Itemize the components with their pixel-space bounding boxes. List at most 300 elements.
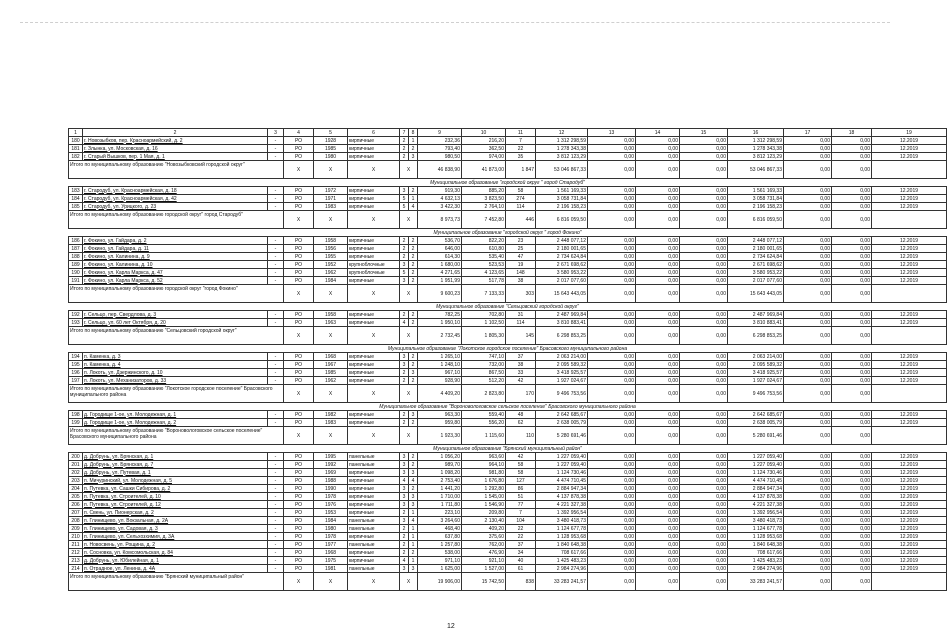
table-cell: 4 123,65 bbox=[462, 269, 506, 277]
total-cell: X bbox=[400, 285, 418, 303]
table-cell: 959,80 bbox=[418, 419, 462, 427]
table-cell: - bbox=[268, 557, 284, 565]
table-cell: 1 561 169,33 bbox=[728, 187, 784, 195]
table-cell: 1 124 677,78 bbox=[728, 525, 784, 533]
table-row bbox=[69, 203, 947, 211]
table-cell: 0,00 bbox=[832, 187, 872, 195]
table-cell: 0,00 bbox=[636, 203, 680, 211]
header-cell: 8 bbox=[409, 129, 418, 137]
total-cell: X bbox=[348, 211, 400, 229]
table-cell: 614,30 bbox=[418, 253, 462, 261]
table-cell: 0,00 bbox=[784, 411, 832, 419]
table-cell: 1968 bbox=[314, 353, 348, 361]
table-cell: 0,00 bbox=[832, 361, 872, 369]
table-cell: 223,10 bbox=[418, 509, 462, 517]
table-cell: 4 bbox=[400, 319, 409, 327]
table-cell: 38 bbox=[506, 361, 536, 369]
table-cell: 62 bbox=[506, 419, 536, 427]
table-cell: 1 227 059,40 bbox=[536, 453, 588, 461]
table-cell: 3 812 123,29 bbox=[536, 153, 588, 161]
table-cell: 0,00 bbox=[636, 525, 680, 533]
table-cell: 12.2019 bbox=[872, 419, 947, 427]
table-cell: 2 448 077,12 bbox=[536, 237, 588, 245]
table-cell: 12.2019 bbox=[872, 533, 947, 541]
table-cell: - bbox=[268, 311, 284, 319]
table-cell: РО bbox=[284, 311, 314, 319]
table-cell: 0,00 bbox=[832, 419, 872, 427]
table-cell: 0,00 bbox=[636, 261, 680, 269]
table-cell: 702,80 bbox=[462, 311, 506, 319]
total-cell: 145 bbox=[506, 327, 536, 345]
total-cell: 0,00 bbox=[680, 285, 728, 303]
document-table-wrapper bbox=[68, 128, 919, 591]
table-cell: 0,00 bbox=[680, 361, 728, 369]
total-cell: X bbox=[314, 385, 348, 403]
table-cell: 0,00 bbox=[588, 145, 636, 153]
table-cell: 1 625,00 bbox=[418, 565, 462, 573]
table-cell: 2 180 001,65 bbox=[728, 245, 784, 253]
table-cell: 4 137 878,38 bbox=[536, 493, 588, 501]
total-cell: 170 bbox=[506, 385, 536, 403]
table-cell: кирпичные bbox=[348, 145, 400, 153]
table-cell: 203 bbox=[69, 477, 83, 485]
table-cell: - bbox=[268, 195, 284, 203]
header-cell: 4 bbox=[284, 129, 314, 137]
table-cell: кирпичные bbox=[348, 353, 400, 361]
table-cell: 963,60 bbox=[462, 453, 506, 461]
table-cell: кирпичные bbox=[348, 319, 400, 327]
total-cell: 0,00 bbox=[784, 285, 832, 303]
table-cell: 0,00 bbox=[784, 245, 832, 253]
table-cell: 47 bbox=[506, 253, 536, 261]
table-cell: 4 137 878,38 bbox=[728, 493, 784, 501]
table-cell: 0,00 bbox=[832, 517, 872, 525]
table-cell: 2 bbox=[400, 549, 409, 557]
table-cell: 4 221 327,38 bbox=[536, 501, 588, 509]
table-cell: 0,00 bbox=[680, 419, 728, 427]
table-cell: 0,00 bbox=[832, 477, 872, 485]
table-cell: 2 884 947,34 bbox=[728, 485, 784, 493]
table-row bbox=[69, 411, 947, 419]
section-heading: Муниципальное образование "Локотское городское поселение" Брасовского муниципального района bbox=[69, 345, 947, 353]
table-cell: 0,00 bbox=[680, 477, 728, 485]
table-cell: 12.2019 bbox=[872, 557, 947, 565]
table-cell: 23 bbox=[506, 237, 536, 245]
table-cell: - bbox=[268, 277, 284, 285]
total-cell: 46 838,90 bbox=[418, 161, 462, 179]
table-cell: 2 984 274,96 bbox=[536, 565, 588, 573]
total-cell: 8 973,73 bbox=[418, 211, 462, 229]
table-cell: 0,00 bbox=[784, 509, 832, 517]
table-cell: 1981 bbox=[314, 565, 348, 573]
total-cell: X bbox=[284, 427, 314, 445]
table-cell: 0,00 bbox=[680, 319, 728, 327]
table-row bbox=[69, 237, 947, 245]
total-cell: X bbox=[314, 161, 348, 179]
table-cell: кирпичные bbox=[348, 509, 400, 517]
table-cell: 2 bbox=[409, 245, 418, 253]
table-cell: 0,00 bbox=[784, 145, 832, 153]
table-cell: кирпичные bbox=[348, 557, 400, 565]
table-cell: 0,00 bbox=[832, 311, 872, 319]
table-cell: 2 bbox=[409, 377, 418, 385]
table-cell: 12.2019 bbox=[872, 277, 947, 285]
table-cell: 1 128 953,68 bbox=[536, 533, 588, 541]
section-heading: Муниципальное образование "городской округ " город Фокино" bbox=[69, 229, 947, 237]
table-cell: 12.2019 bbox=[872, 361, 947, 369]
address-cell: п. Путевка, ул. Строителей, д. 10 bbox=[83, 493, 268, 501]
table-cell: РО bbox=[284, 419, 314, 427]
table-cell: 12.2019 bbox=[872, 453, 947, 461]
table-cell: 216,20 bbox=[462, 137, 506, 145]
address-cell: п. Мичуринский, ул. Молодежная, д. 5 bbox=[83, 477, 268, 485]
table-cell: 1 bbox=[409, 533, 418, 541]
total-cell: 53 046 867,33 bbox=[728, 161, 784, 179]
table-cell: - bbox=[268, 453, 284, 461]
address-cell: д. Добрунь, ул. Брянская, д. 1 bbox=[83, 453, 268, 461]
table-cell: 0,00 bbox=[588, 153, 636, 161]
table-cell: 58 bbox=[506, 461, 536, 469]
table-row bbox=[69, 461, 947, 469]
table-cell: 0,00 bbox=[680, 311, 728, 319]
table-cell: 12.2019 bbox=[872, 195, 947, 203]
table-cell: 2 bbox=[400, 541, 409, 549]
table-cell: 2 bbox=[400, 533, 409, 541]
table-cell: 12.2019 bbox=[872, 319, 947, 327]
table-cell: 0,00 bbox=[680, 187, 728, 195]
table-cell: 1 bbox=[409, 195, 418, 203]
table-cell: 0,00 bbox=[636, 517, 680, 525]
table-cell: кирпичные bbox=[348, 153, 400, 161]
table-cell: 1 425 483,23 bbox=[728, 557, 784, 565]
header-cell: 14 bbox=[636, 129, 680, 137]
address-cell: д. Добрунь, ул. Брянская, д. 7 bbox=[83, 461, 268, 469]
total-cell: 1 805,30 bbox=[462, 327, 506, 345]
table-cell: 1978 bbox=[314, 493, 348, 501]
total-cell: X bbox=[284, 573, 314, 591]
table-cell: 127 bbox=[506, 477, 536, 485]
table-cell: 1958 bbox=[314, 311, 348, 319]
table-cell: 0,00 bbox=[832, 493, 872, 501]
table-cell: РО bbox=[284, 353, 314, 361]
table-cell: 708 617,66 bbox=[728, 549, 784, 557]
table-cell: 12.2019 bbox=[872, 461, 947, 469]
table-cell: РО bbox=[284, 361, 314, 369]
table-cell: кирпичные bbox=[348, 195, 400, 203]
total-cell: X bbox=[314, 211, 348, 229]
table-cell: 0,00 bbox=[680, 377, 728, 385]
total-cell: X bbox=[400, 385, 418, 403]
header-cell: 1 bbox=[69, 129, 83, 137]
table-cell: кирпичные bbox=[348, 137, 400, 145]
total-cell: 0,00 bbox=[784, 427, 832, 445]
table-cell: 0,00 bbox=[832, 153, 872, 161]
table-cell: 0,00 bbox=[832, 453, 872, 461]
table-cell: кирпичные bbox=[348, 533, 400, 541]
table-cell: - bbox=[268, 203, 284, 211]
table-row bbox=[69, 187, 947, 195]
table-cell: 782,25 bbox=[418, 311, 462, 319]
table-row bbox=[69, 319, 947, 327]
header-cell: 15 bbox=[680, 129, 728, 137]
address-cell: д. Городище 1-ое, ул. Молодежная, д. 1 bbox=[83, 411, 268, 419]
table-cell: 476,90 bbox=[462, 549, 506, 557]
table-cell: - bbox=[268, 361, 284, 369]
table-cell: 0,00 bbox=[588, 485, 636, 493]
address-cell: п. Каменка, д. 3 bbox=[83, 353, 268, 361]
table-cell: 0,00 bbox=[832, 509, 872, 517]
table-cell: 1 278 343,38 bbox=[728, 145, 784, 153]
table-cell: РО bbox=[284, 237, 314, 245]
header-cell: 13 bbox=[588, 129, 636, 137]
table-cell: РО bbox=[284, 269, 314, 277]
table-cell: кирпичные bbox=[348, 369, 400, 377]
total-cell: X bbox=[314, 327, 348, 345]
table-cell: РО bbox=[284, 477, 314, 485]
table-cell: 207 bbox=[69, 509, 83, 517]
table-cell: 0,00 bbox=[784, 517, 832, 525]
table-cell: 0,00 bbox=[588, 319, 636, 327]
total-cell: 303 bbox=[506, 285, 536, 303]
table-cell: 193 bbox=[69, 319, 83, 327]
table-cell: РО bbox=[284, 411, 314, 419]
table-cell: 523,53 bbox=[462, 261, 506, 269]
table-cell: 2 bbox=[409, 319, 418, 327]
table-cell: 35 bbox=[506, 153, 536, 161]
total-cell: 0,00 bbox=[832, 427, 872, 445]
table-cell: 1 312 298,59 bbox=[728, 137, 784, 145]
table-cell: 2 095 589,32 bbox=[728, 361, 784, 369]
table-cell: 3 bbox=[409, 501, 418, 509]
table-cell: 2 bbox=[400, 137, 409, 145]
table-cell: 3 bbox=[400, 361, 409, 369]
table-cell: 2 734 624,84 bbox=[728, 253, 784, 261]
table-cell: 1 128 953,68 bbox=[728, 533, 784, 541]
table-cell: 12.2019 bbox=[872, 411, 947, 419]
address-cell: г. Сельцо, ул. 60 лет Октября, д. 20 bbox=[83, 319, 268, 327]
table-cell: 274 bbox=[506, 195, 536, 203]
address-cell: г. Стародуб, ул. Красноармейская, д. 18 bbox=[83, 187, 268, 195]
table-cell: 184 bbox=[69, 195, 83, 203]
table-cell: 199 bbox=[69, 419, 83, 427]
table-cell: 19 bbox=[506, 261, 536, 269]
table-cell: 1 392 956,54 bbox=[728, 509, 784, 517]
address-cell: п. Глинищево, ул. Садовая, д. 3 bbox=[83, 525, 268, 533]
table-cell: 0,00 bbox=[784, 557, 832, 565]
total-cell: X bbox=[284, 327, 314, 345]
total-cell: 7 452,80 bbox=[462, 211, 506, 229]
table-row bbox=[69, 361, 947, 369]
table-cell: 1 927 024,67 bbox=[728, 377, 784, 385]
table-cell: 1 546,90 bbox=[462, 501, 506, 509]
table-cell: 2 753,40 bbox=[418, 477, 462, 485]
table-cell: 0,00 bbox=[784, 485, 832, 493]
table-cell: 1980 bbox=[314, 153, 348, 161]
table-cell: 188 bbox=[69, 253, 83, 261]
table-cell: 0,00 bbox=[832, 411, 872, 419]
total-cell: 0,00 bbox=[588, 573, 636, 591]
table-cell: 637,80 bbox=[418, 533, 462, 541]
table-cell: 964,10 bbox=[462, 461, 506, 469]
total-cell: 0,00 bbox=[636, 573, 680, 591]
table-cell: 0,00 bbox=[588, 533, 636, 541]
total-cell: X bbox=[400, 427, 418, 445]
table-cell: - bbox=[268, 525, 284, 533]
table-cell: 3 264,60 bbox=[418, 517, 462, 525]
table-cell: РО bbox=[284, 203, 314, 211]
table-row bbox=[69, 245, 947, 253]
address-cell: г. Фокино, ул. Гайдара, д. 2 bbox=[83, 237, 268, 245]
table-cell: 2 bbox=[409, 461, 418, 469]
table-cell: 1962 bbox=[314, 377, 348, 385]
table-cell: РО bbox=[284, 493, 314, 501]
total-cell: 0,00 bbox=[588, 427, 636, 445]
table-cell: РО bbox=[284, 525, 314, 533]
table-cell: 2 734 624,84 bbox=[536, 253, 588, 261]
table-cell: 3 bbox=[409, 411, 418, 419]
table-cell: 12.2019 bbox=[872, 145, 947, 153]
table-cell: 0,00 bbox=[680, 269, 728, 277]
header-cell: 3 bbox=[268, 129, 284, 137]
table-cell: кирпичные bbox=[348, 377, 400, 385]
total-cell: 5 280 691,46 bbox=[536, 427, 588, 445]
table-cell: 0,00 bbox=[784, 549, 832, 557]
table-cell: 0,00 bbox=[832, 203, 872, 211]
table-cell: 3 580 953,22 bbox=[728, 269, 784, 277]
table-cell: 5 bbox=[400, 195, 409, 203]
table-cell: - bbox=[268, 187, 284, 195]
table-cell: крупноблочные bbox=[348, 261, 400, 269]
table-cell: 0,00 bbox=[588, 461, 636, 469]
table-cell: панельные bbox=[348, 525, 400, 533]
table-cell: 0,00 bbox=[832, 253, 872, 261]
table-cell: 2 bbox=[409, 261, 418, 269]
table-cell: 0,00 bbox=[636, 493, 680, 501]
total-cell: 0,00 bbox=[636, 161, 680, 179]
table-cell: кирпичные bbox=[348, 493, 400, 501]
table-cell: - bbox=[268, 377, 284, 385]
table-cell: 2 bbox=[400, 311, 409, 319]
table-cell: 885,20 bbox=[462, 187, 506, 195]
table-cell: 1962 bbox=[314, 269, 348, 277]
table-cell: 822,20 bbox=[462, 237, 506, 245]
table-cell: 12.2019 bbox=[872, 187, 947, 195]
table-cell: 0,00 bbox=[588, 469, 636, 477]
address-cell: д. Городище 1-ое, ул. Молодежная, д. 2 bbox=[83, 419, 268, 427]
table-cell: 1978 bbox=[314, 533, 348, 541]
table-cell: 58 bbox=[506, 469, 536, 477]
total-cell: 0,00 bbox=[784, 161, 832, 179]
table-cell: РО bbox=[284, 261, 314, 269]
table-cell: 12.2019 bbox=[872, 565, 947, 573]
table-cell: 536,70 bbox=[418, 237, 462, 245]
table-cell: - bbox=[268, 493, 284, 501]
table-cell: 0,00 bbox=[588, 269, 636, 277]
table-cell: 4 271,65 bbox=[418, 269, 462, 277]
table-cell: 0,00 bbox=[680, 153, 728, 161]
address-cell: г. Новозыбков, пер. Красноармейский, д. 2 bbox=[83, 137, 268, 145]
address-cell: д. Добрунь, ул. Юбилейная, д. 1 bbox=[83, 557, 268, 565]
table-cell: 4 474 710,45 bbox=[728, 477, 784, 485]
table-cell: 1983 bbox=[314, 419, 348, 427]
table-cell: 2 196 158,23 bbox=[728, 203, 784, 211]
table-cell: 1 227 059,40 bbox=[728, 461, 784, 469]
table-cell: 0,00 bbox=[588, 237, 636, 245]
table-cell: РО bbox=[284, 319, 314, 327]
table-cell: 0,00 bbox=[636, 461, 680, 469]
table-cell: 4 bbox=[409, 203, 418, 211]
table-cell: 3 812 123,29 bbox=[728, 153, 784, 161]
table-cell: крупноблочные bbox=[348, 269, 400, 277]
table-cell: кирпичные bbox=[348, 419, 400, 427]
address-cell: п. Новосвень, ул. Рощина, д. 2 bbox=[83, 541, 268, 549]
total-cell: 33 283 241,57 bbox=[728, 573, 784, 591]
table-cell: 212 bbox=[69, 549, 83, 557]
table-cell: 2 bbox=[400, 369, 409, 377]
table-cell: 0,00 bbox=[784, 187, 832, 195]
table-cell: - bbox=[268, 145, 284, 153]
total-cell: 0,00 bbox=[680, 573, 728, 591]
total-cell: X bbox=[314, 427, 348, 445]
total-cell: 0,00 bbox=[832, 327, 872, 345]
table-cell: 1928 bbox=[314, 137, 348, 145]
table-cell: 0,00 bbox=[588, 195, 636, 203]
total-cell: X bbox=[284, 285, 314, 303]
table-cell: 0,00 bbox=[680, 557, 728, 565]
total-label: Итого по муниципальному образованию "Новозыбковский городской округ" bbox=[69, 161, 284, 179]
table-cell: 1 676,80 bbox=[462, 477, 506, 485]
total-row bbox=[69, 211, 947, 229]
table-cell: 185 bbox=[69, 203, 83, 211]
table-cell: 1 680,00 bbox=[418, 261, 462, 269]
table-cell: кирпичные bbox=[348, 253, 400, 261]
table-cell: 232,36 bbox=[418, 137, 462, 145]
table-cell: 2 180 001,65 bbox=[536, 245, 588, 253]
table-cell: 0,00 bbox=[680, 469, 728, 477]
table-cell: РО bbox=[284, 517, 314, 525]
table-cell: 0,00 bbox=[680, 203, 728, 211]
table-cell: 2 638 005,79 bbox=[728, 419, 784, 427]
table-cell: 1 527,00 bbox=[462, 565, 506, 573]
total-cell: 1 115,60 bbox=[462, 427, 506, 445]
table-cell: 0,00 bbox=[784, 533, 832, 541]
table-cell: 0,00 bbox=[832, 261, 872, 269]
table-cell: 0,00 bbox=[588, 453, 636, 461]
repair-program-table bbox=[68, 128, 947, 591]
table-cell: РО bbox=[284, 485, 314, 493]
table-cell: 2 bbox=[409, 311, 418, 319]
table-cell: 0,00 bbox=[784, 461, 832, 469]
table-cell: 0,00 bbox=[784, 237, 832, 245]
table-cell: 1963 bbox=[314, 319, 348, 327]
table-cell: 556,20 bbox=[462, 419, 506, 427]
total-cell: 0,00 bbox=[680, 385, 728, 403]
total-row bbox=[69, 573, 947, 591]
table-cell: 0,00 bbox=[588, 411, 636, 419]
total-row bbox=[69, 327, 947, 345]
table-cell: 0,00 bbox=[680, 453, 728, 461]
table-cell: 1988 bbox=[314, 477, 348, 485]
table-cell: 0,00 bbox=[784, 137, 832, 145]
table-cell: 0,00 bbox=[588, 253, 636, 261]
table-cell: 793,40 bbox=[418, 145, 462, 153]
table-cell: 0,00 bbox=[588, 477, 636, 485]
table-cell: 0,00 bbox=[832, 145, 872, 153]
table-cell: 12.2019 bbox=[872, 377, 947, 385]
table-cell: 1 248,10 bbox=[418, 361, 462, 369]
table-cell: кирпичные bbox=[348, 187, 400, 195]
table-cell: 0,00 bbox=[832, 137, 872, 145]
